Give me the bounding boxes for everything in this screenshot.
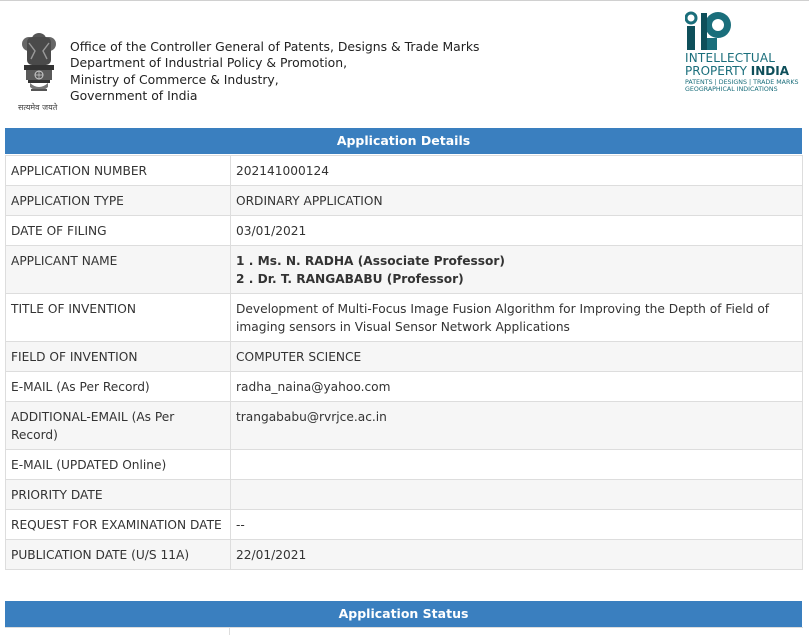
table-row <box>6 510 803 540</box>
row-label: TITLE OF INVENTION <box>6 294 231 342</box>
table-row <box>6 450 803 480</box>
application-details-table <box>5 155 803 570</box>
application-details-header: Application Details <box>5 128 802 154</box>
row-value <box>231 480 803 510</box>
ipi-tagline: PATENTS | DESIGNS | TRADE MARKS <box>685 79 799 86</box>
ipi-wordmark-line1: INTELLECTUAL <box>685 51 776 65</box>
office-line: Department of Industrial Policy & Promotion, <box>70 55 348 71</box>
row-label: FIELD OF INVENTION <box>6 342 231 372</box>
table-row <box>6 480 803 510</box>
row-value <box>231 246 803 294</box>
row-value: 202141000124 <box>231 156 803 186</box>
ip-india-mark-icon <box>685 11 737 51</box>
row-value: 03/01/2021 <box>231 216 803 246</box>
row-label: APPLICATION TYPE <box>6 186 231 216</box>
office-line: Office of the Controller General of Patents, Designs & Trade Marks <box>70 39 480 54</box>
ip-india-logo <box>683 11 803 101</box>
emblem-motto: सत्यमेव जयते <box>18 103 58 112</box>
row-label: APPLICANT NAME <box>6 246 231 294</box>
ipi-wordmark-line2: PROPERTY INDIA <box>685 64 790 78</box>
row-value: trangababu@rvrjce.ac.in <box>231 402 803 450</box>
office-line: Government of India <box>70 87 198 103</box>
row-label: E-MAIL (As Per Record) <box>6 372 231 402</box>
ipi-tagline: GEOGRAPHICAL INDICATIONS <box>685 86 778 93</box>
table-row <box>6 216 803 246</box>
row-value: COMPUTER SCIENCE <box>231 342 803 372</box>
row-label: E-MAIL (UPDATED Online) <box>6 450 231 480</box>
row-label: APPLICATION NUMBER <box>6 156 231 186</box>
applicant-name: 1 . Ms. N. RADHA (Associate Professor) <box>236 254 505 268</box>
row-value: 22/01/2021 <box>231 540 803 570</box>
row-label: ADDITIONAL-EMAIL (As Per Record) <box>6 402 231 450</box>
table-row <box>6 294 803 342</box>
page-header <box>0 1 809 121</box>
office-line: Ministry of Commerce & Industry, <box>70 71 279 87</box>
row-value <box>231 450 803 480</box>
status-table-row <box>5 627 803 635</box>
row-label: REQUEST FOR EXAMINATION DATE <box>6 510 231 540</box>
table-row <box>6 246 803 294</box>
table-row <box>6 540 803 570</box>
row-label: PUBLICATION DATE (U/S 11A) <box>6 540 231 570</box>
row-value: radha_naina@yahoo.com <box>231 372 803 402</box>
row-value: ORDINARY APPLICATION <box>231 186 803 216</box>
row-value: -- <box>231 510 803 540</box>
table-row <box>6 342 803 372</box>
table-row <box>6 402 803 450</box>
office-address <box>70 39 479 104</box>
table-row <box>6 372 803 402</box>
row-value: Development of Multi-Focus Image Fusion Algorithm for Improving the Depth of Field of imaging sensors in Visual Sensor Network Applications <box>231 294 803 342</box>
table-row <box>6 186 803 216</box>
application-status-header: Application Status <box>5 601 802 627</box>
table-row <box>6 156 803 186</box>
row-label: PRIORITY DATE <box>6 480 231 510</box>
applicant-name: 2 . Dr. T. RANGABABU (Professor) <box>236 272 464 286</box>
row-label: DATE OF FILING <box>6 216 231 246</box>
state-emblem-icon <box>15 29 63 113</box>
